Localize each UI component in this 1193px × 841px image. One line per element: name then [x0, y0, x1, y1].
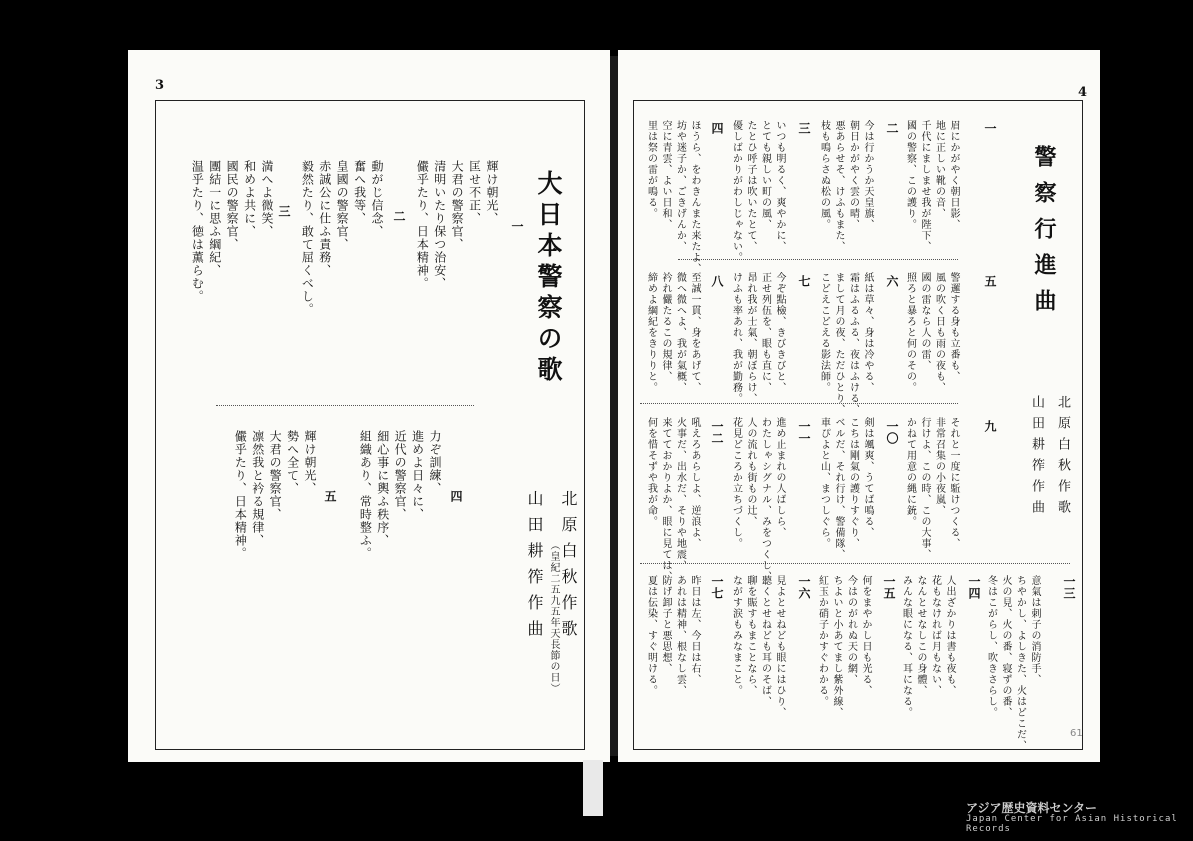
verse-text: 進め止まれの人ばしら、 わたしゃシグナル、みをつくし、 人の流れも街もの辻、 花見どころか立ちづくし。: [730, 417, 785, 582]
verse-text: 見よとせねども眼にはひり、 聽くとせねども耳のそば、 聊を賑すもまことなら、 ながす涙もみなまこと。: [730, 575, 785, 718]
verse-text: 人出ざかりは書も夜も、 花もなければ月もない、 なんとせなしこの身體、 みんな眼になる、耳になる。: [900, 575, 955, 718]
verse-text: 何をまやかし日も光る、 今はのがれぬ天の網、 ちよいと小あてまし紫外線、 紅玉か硝子かすぐわかる。: [816, 575, 871, 718]
verse-text: 動がじ信念、 奮へ我等、 皇國の警察官、 赤誠公に仕ふ責務、 毅然たり、敢て屈くべし。: [300, 160, 384, 316]
verse-text: 眉にかがやく朝日影、 地に正しい靴の音、 千代にましませ我が陛下、 國の警察、この護り。: [904, 120, 959, 252]
left-page: [128, 50, 610, 762]
lyricist-credit: 北原白秋作歌: [559, 490, 578, 646]
verse-number: 一六: [797, 575, 811, 599]
margin-note: 61: [1070, 728, 1083, 739]
verse-number: 三: [797, 122, 811, 134]
verse-text: 力ぞ訓練、 進めよ日々に、 近代の警察官、 細心事に輿ふ秩序、 組織あり、常時整ふ。: [358, 430, 442, 560]
verse-text: 意氣は刺子の消防手、 ちやかし、よしきた、火はどこだ、 火の見、火の番、寝ずの番、 冬はこがらし、吹きさらし。: [985, 575, 1040, 751]
verse-number: 七: [797, 275, 811, 287]
right-page: [618, 50, 1100, 762]
verse-number: 六: [885, 275, 899, 287]
verse-text: いつも明るく、爽やかに、 とても親しい町の風、 たとひ呼子は吹いたとて、 優しばかりがわしじゃない。: [730, 120, 785, 263]
verse-number: 五: [983, 275, 997, 287]
verse-number: 四: [710, 122, 724, 134]
verse-text: ほうら、をわきんまた来たよ、 坊や迷子か、ごきげんか、 空に青雲、よい日和、 里は祭の雷が鳴る。: [645, 120, 700, 274]
verse-text: 輝け朝光、 匡せ不正、 大君の警察官、 清明いたり保つ治安、 儼乎たり、日本精神。: [415, 160, 499, 290]
verse-text: 紙は草々、身は冷やる、 霜はふるふる、夜はふける、 まして月の夜、ただひとり、 こどえこどえる影法師。: [818, 272, 873, 415]
song-title: 大日本警察の歌: [534, 170, 563, 387]
verse-text: 輝け朝光、 勢へ全て、 大君の警察官、 凛然我と衿る規律、 儼乎たり、日本精神。: [233, 430, 317, 560]
verse-text: 剣は颯爽、うてば鳴る、 こちは剛氣の護りすぐり、 ベルだ、それ行け、警備隊、 車ぴよと山、まつしぐら。: [818, 417, 873, 560]
verse-number: 三: [277, 205, 291, 217]
verse-number: 一七: [710, 575, 724, 599]
verse-number: 一二: [710, 420, 724, 444]
verse-number: 一: [510, 220, 524, 232]
verse-number: 一四: [967, 575, 981, 599]
date-note: （皇紀二五九五年天長節の日）: [548, 540, 559, 694]
composer-credit: 山田耕筰作曲: [525, 490, 544, 646]
divider: [640, 563, 1070, 564]
verse-number: 一〇: [885, 420, 899, 444]
verse-number: 一三: [1062, 575, 1076, 599]
verse-text: 至誠一貫、身をあげて、 微へ微へよ、我が氣概、 衿れ儼たるこの規律、 締めよ綱紀をきりりと。: [645, 272, 700, 393]
divider: [216, 405, 474, 406]
divider: [678, 259, 958, 260]
watermark-title: アジア歴史資料センター: [966, 801, 1098, 815]
verse-number: 一: [983, 122, 997, 134]
verse-text: 今ぞ點檢、きびきびと、 正せ列伍を、眼も直に、 昂れ我が士氣、朝ぼらけ、 けふも率あれ、我が勤務。: [730, 272, 785, 404]
divider: [640, 403, 958, 404]
verse-number: 九: [983, 420, 997, 432]
verse-text: 満へよ微笑、 和めよ共に、 國民の警察官、 團結一に思ふ綱紀、 温乎たり、徳は薫らむ。: [190, 160, 274, 303]
archive-watermark: [966, 802, 1190, 835]
verse-number: 二: [885, 122, 899, 134]
verse-text: 警邏する身も立番も、 風の吹く日も雨の夜も、 國の雷なら人の雷、 照ろと暴ろと何のその。: [904, 272, 959, 393]
bookmark-ribbon: [583, 760, 603, 816]
lyricist-credit: 北原白秋作歌: [1055, 395, 1070, 521]
page-number: 3: [155, 78, 165, 93]
verse-number: 一一: [797, 420, 811, 444]
page-number: 4: [1078, 85, 1088, 100]
verse-text: 昨日は左、今日は右、 あれは精神、根なし雲、 防げ卸子と悪思想、 夏は伝染、すぐ明ける。: [645, 575, 700, 696]
verse-number: 四: [449, 490, 463, 502]
verse-number: 二: [392, 210, 406, 222]
verse-number: 八: [710, 275, 724, 287]
watermark-subtitle: Japan Center for Asian Historical Records: [966, 814, 1178, 835]
song-title: 警察行進曲: [1031, 145, 1057, 325]
verse-number: 一五: [882, 575, 896, 599]
verse-text: それと一度に駈けつくる、 非常召集の小夜嵐、 行けよ、この時、この大事、 かねて用意の縄に銃。: [904, 417, 959, 560]
composer-credit: 山田耕筰作曲: [1029, 395, 1044, 521]
verse-number: 五: [323, 490, 337, 502]
verse-text: 吼えろあらしよ、逆浪よ、 火事だ、出水だ、そりや地震、 来てておかりよか、眼に見ては、 何を惜そずや我が命。: [645, 417, 700, 582]
verse-text: 今は行かうか天皇旗、 朝日かがやく雲の晴、 悪あらせそ、けふもまた、 枝も鳴らさぬ松の風。: [818, 120, 873, 252]
